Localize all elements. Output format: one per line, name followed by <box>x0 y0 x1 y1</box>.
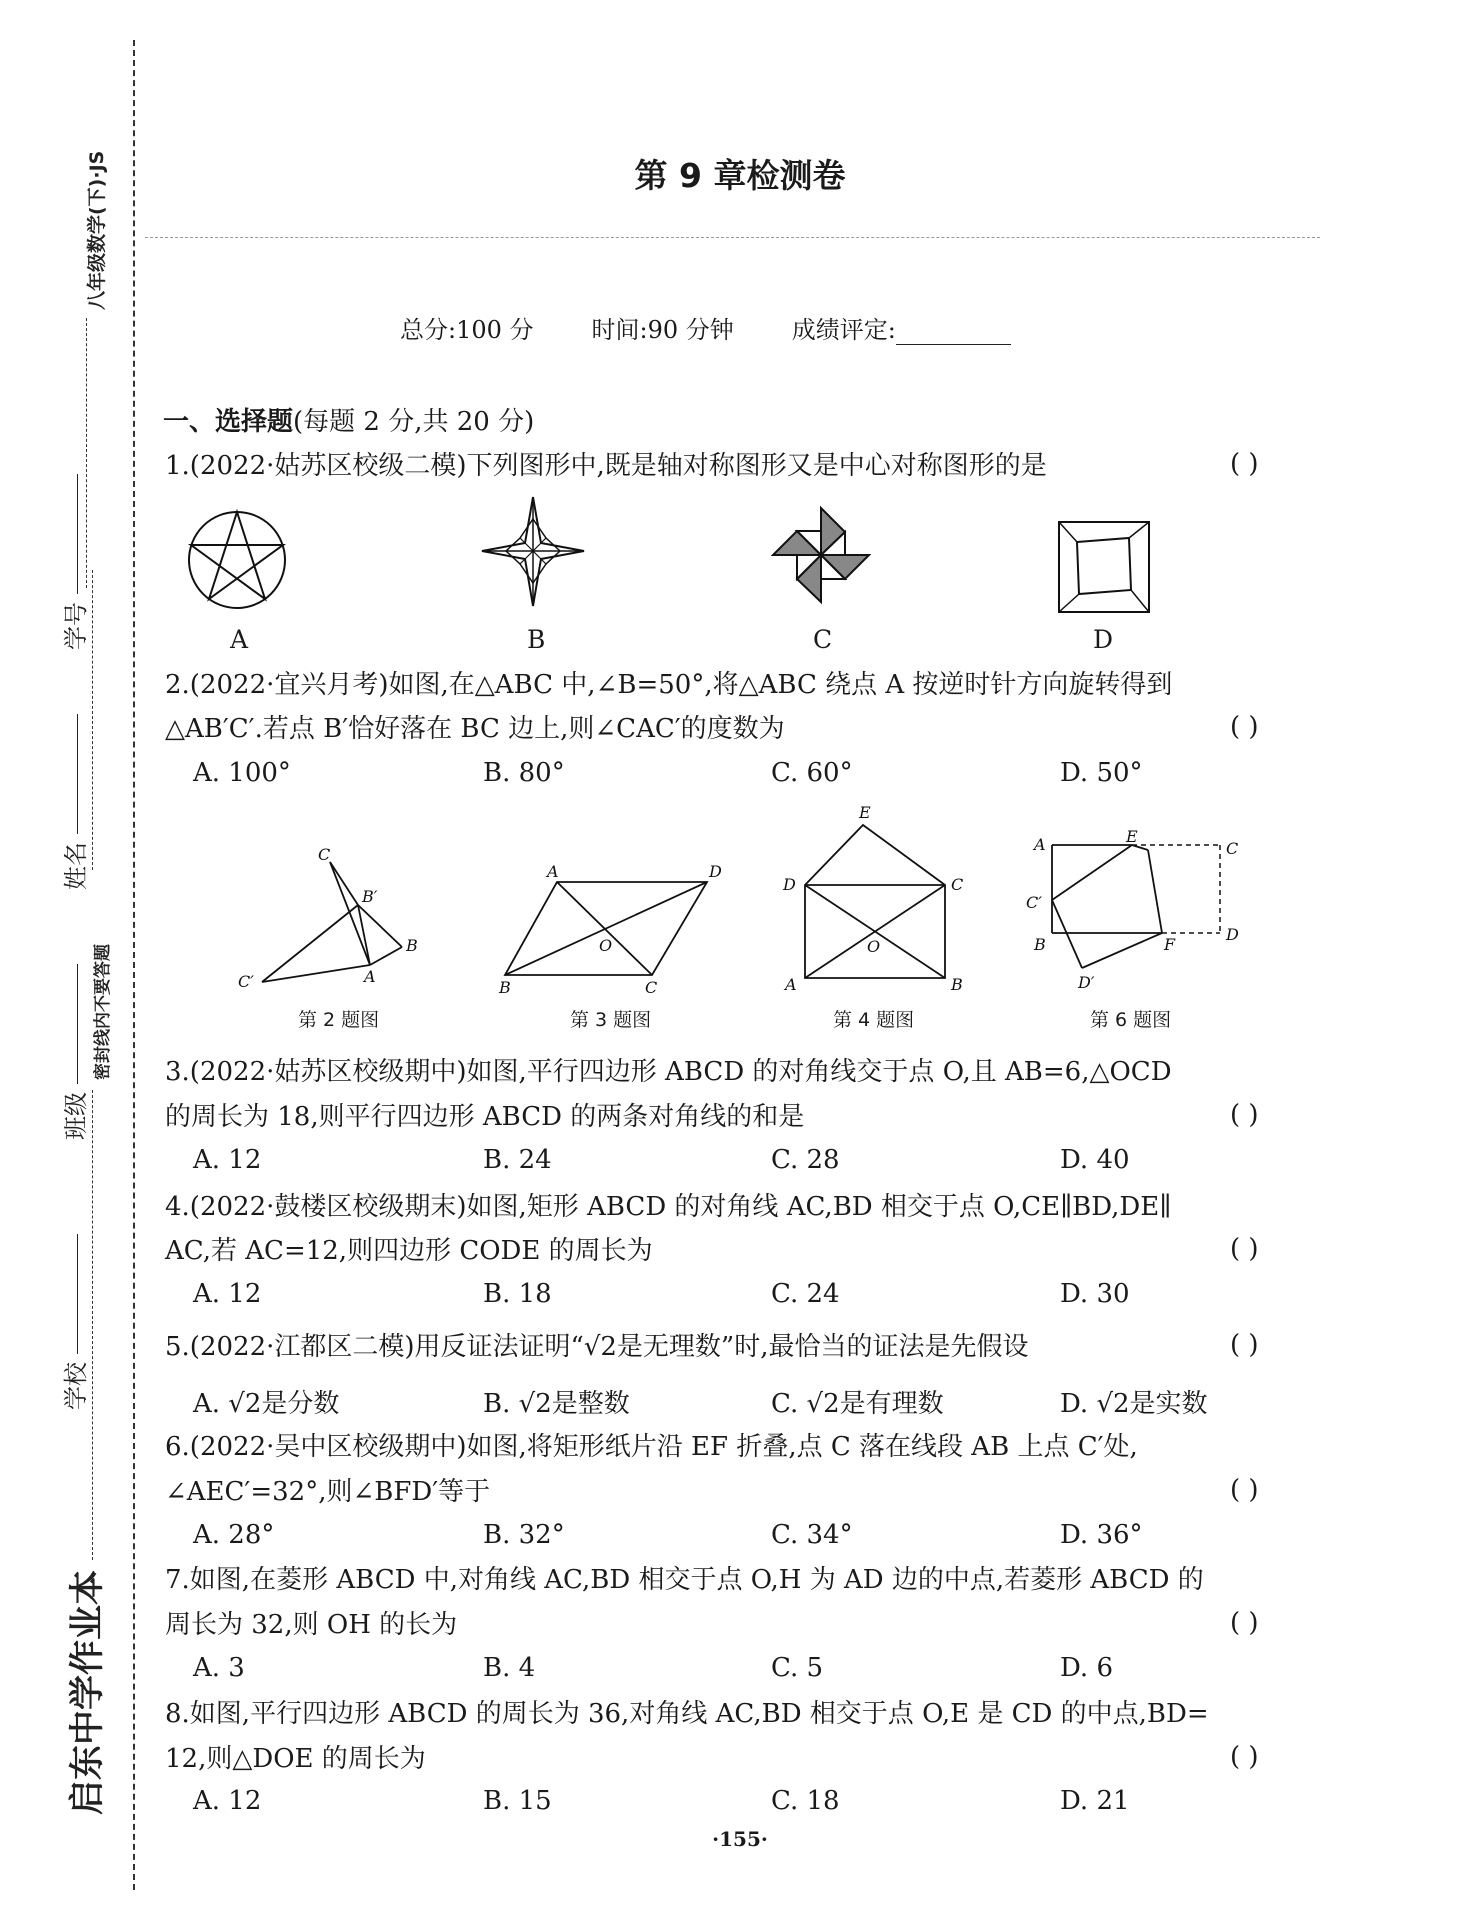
q7-option-a[interactable]: A. 3 <box>193 1653 245 1683</box>
q2-option-c[interactable]: C. 60° <box>771 758 853 788</box>
svg-text:A: A <box>1034 835 1046 854</box>
binding-dashed-line <box>133 40 135 1890</box>
svg-text:B: B <box>406 936 418 955</box>
q7-option-c[interactable]: C. 5 <box>771 1653 824 1683</box>
figure-star-in-circle <box>185 508 290 613</box>
q2-option-a[interactable]: A. 100° <box>193 758 291 788</box>
question-8-line-2: 12,则△DOE 的周长为 <box>165 1744 426 1774</box>
name-input-line[interactable] <box>76 714 78 834</box>
q6-option-d[interactable]: D. 36° <box>1060 1520 1143 1550</box>
q6-option-a[interactable]: A. 28° <box>193 1520 275 1550</box>
figure-caption-q3: 第 3 题图 <box>570 1009 652 1031</box>
svg-text:D′: D′ <box>1078 973 1095 992</box>
id-field <box>56 474 91 650</box>
name-label: 姓名 <box>62 842 90 890</box>
question-4-line-2: AC,若 AC=12,则四边形 CODE 的周长为 <box>165 1236 653 1266</box>
figure-compass-star <box>478 494 588 609</box>
question-3-line-1: 3.(2022·姑苏区校级期中)如图,平行四边形 ABCD 的对角线交于点 O,且 AB=6,△OCD <box>165 1057 1172 1087</box>
id-label: 学号 <box>62 602 90 650</box>
q3-option-c[interactable]: C. 28 <box>771 1145 840 1175</box>
q8-option-c[interactable]: C. 18 <box>771 1786 840 1816</box>
svg-text:D: D <box>1226 925 1239 944</box>
book-label: 八年级数学(下)·JS <box>86 150 108 310</box>
figure-square-pythagoras <box>1057 520 1152 615</box>
q1-option-c-label: C <box>813 625 833 654</box>
svg-text:E: E <box>1126 827 1138 846</box>
answer-paren-q2[interactable]: ( ) <box>1230 712 1259 742</box>
answer-paren-q8[interactable]: ( ) <box>1230 1742 1259 1772</box>
svg-text:B: B <box>951 975 963 994</box>
seal-dashes-top <box>92 570 93 870</box>
q2-option-b[interactable]: B. 80° <box>483 758 565 788</box>
figure-q6-folded-rectangle <box>1020 827 1250 995</box>
svg-text:A: A <box>785 975 797 994</box>
class-label: 班级 <box>62 1092 90 1140</box>
seal-note: 密封线内不要答题 <box>93 944 113 1080</box>
svg-text:C′: C′ <box>1026 893 1042 912</box>
school-input-line[interactable] <box>76 1234 78 1354</box>
figure-caption-q4: 第 4 题图 <box>833 1009 915 1031</box>
answer-paren-q1[interactable]: ( ) <box>1230 449 1259 479</box>
question-8-line-1: 8.如图,平行四边形 ABCD 的周长为 36,对角线 AC,BD 相交于点 O,E 是 CD 的中点,BD= <box>165 1699 1209 1729</box>
question-7-line-1: 7.如图,在菱形 ABCD 中,对角线 AC,BD 相交于点 O,H 为 AD 边的中点,若菱形 ABCD 的 <box>165 1565 1204 1595</box>
q5-option-c[interactable]: C. √2是有理数 <box>771 1389 944 1419</box>
svg-text:A: A <box>547 862 559 881</box>
figure-caption-q2: 第 2 题图 <box>298 1009 380 1031</box>
svg-text:C: C <box>1226 839 1239 858</box>
q7-option-b[interactable]: B. 4 <box>483 1653 536 1683</box>
page-number: ·155· <box>712 1827 768 1851</box>
q1-option-a-label: A <box>230 625 249 654</box>
answer-paren-q3[interactable]: ( ) <box>1230 1100 1259 1130</box>
svg-text:C: C <box>951 875 964 894</box>
id-input-line[interactable] <box>76 474 78 594</box>
section-heading: 一、选择题(每题 2 分,共 20 分) <box>163 407 535 437</box>
svg-text:A: A <box>364 967 376 986</box>
page-title: 第 9 章检测卷 <box>634 156 846 195</box>
q2-option-d[interactable]: D. 50° <box>1060 758 1143 788</box>
school-label: 学校 <box>62 1362 90 1410</box>
q6-option-b[interactable]: B. 32° <box>483 1520 565 1550</box>
svg-text:B: B <box>1034 935 1046 954</box>
q4-option-c[interactable]: C. 24 <box>771 1279 840 1309</box>
question-5-line-1: 5.(2022·江都区二模)用反证法证明“√2是无理数”时,最恰当的证法是先假设 <box>165 1332 1029 1362</box>
svg-text:O: O <box>599 936 613 955</box>
class-input-line[interactable] <box>76 964 78 1084</box>
publisher-label: 启东中学作业本 <box>68 1569 108 1815</box>
svg-text:B′: B′ <box>362 887 378 906</box>
svg-text:E: E <box>859 803 871 822</box>
question-1-line-1: 1.(2022·姑苏区校级二模)下列图形中,既是轴对称图形又是中心对称图形的是 <box>165 451 1047 481</box>
title-divider <box>145 237 1320 238</box>
q3-option-b[interactable]: B. 24 <box>483 1145 552 1175</box>
total-score: 总分:100 分 <box>400 316 534 344</box>
q8-option-b[interactable]: B. 15 <box>483 1786 552 1816</box>
figure-q3-parallelogram <box>495 855 735 997</box>
question-6-line-2: ∠AEC′=32°,则∠BFD′等于 <box>165 1477 491 1507</box>
q4-option-b[interactable]: B. 18 <box>483 1279 552 1309</box>
q5-option-d[interactable]: D. √2是实数 <box>1060 1389 1208 1419</box>
svg-text:D: D <box>783 875 796 894</box>
q3-option-a[interactable]: A. 12 <box>193 1145 262 1175</box>
figure-q2-rotated-triangle <box>230 840 450 990</box>
question-3-line-2: 的周长为 18,则平行四边形 ABCD 的两条对角线的和是 <box>165 1102 805 1132</box>
svg-text:C: C <box>645 978 658 997</box>
figure-q4-rectangle-kite <box>775 800 980 995</box>
q8-option-d[interactable]: D. 21 <box>1060 1786 1130 1816</box>
question-2-line-1: 2.(2022·宜兴月考)如图,在△ABC 中,∠B=50°,将△ABC 绕点 A 按逆时针方向旋转得到 <box>165 670 1173 700</box>
q6-option-c[interactable]: C. 34° <box>771 1520 853 1550</box>
exam-info <box>400 310 1069 345</box>
q8-option-a[interactable]: A. 12 <box>193 1786 262 1816</box>
answer-paren-q4[interactable]: ( ) <box>1230 1234 1259 1264</box>
question-7-line-2: 周长为 32,则 OH 的长为 <box>165 1610 458 1640</box>
q1-option-d-label: D <box>1093 625 1114 654</box>
q5-option-b[interactable]: B. √2是整数 <box>483 1389 630 1419</box>
svg-text:F: F <box>1164 935 1176 954</box>
answer-paren-q6[interactable]: ( ) <box>1230 1475 1259 1505</box>
question-4-line-1: 4.(2022·鼓楼区校级期末)如图,矩形 ABCD 的对角线 AC,BD 相交于点 O,CE∥BD,DE∥ <box>165 1192 1172 1222</box>
figure-pinwheel <box>765 500 877 610</box>
svg-text:C: C <box>318 845 331 864</box>
school-field <box>56 1234 91 1410</box>
answer-paren-q5[interactable]: ( ) <box>1230 1330 1259 1360</box>
svg-text:C′: C′ <box>238 972 254 991</box>
q3-option-d[interactable]: D. 40 <box>1060 1145 1130 1175</box>
svg-text:B: B <box>499 978 511 997</box>
question-6-line-1: 6.(2022·吴中区校级期中)如图,将矩形纸片沿 EF 折叠,点 C 落在线段 AB 上点 C′处, <box>165 1432 1138 1462</box>
q1-option-b-label: B <box>527 625 546 654</box>
q7-option-d[interactable]: D. 6 <box>1060 1653 1113 1683</box>
q4-option-a[interactable]: A. 12 <box>193 1279 262 1309</box>
grade-blank[interactable] <box>896 326 1011 345</box>
svg-text:O: O <box>867 937 881 956</box>
q4-option-d[interactable]: D. 30 <box>1060 1279 1130 1309</box>
question-2-line-2: △AB′C′.若点 B′恰好落在 BC 边上,则∠CAC′的度数为 <box>165 714 785 744</box>
svg-text:D: D <box>709 862 722 881</box>
name-field <box>56 714 91 890</box>
answer-paren-q7[interactable]: ( ) <box>1230 1608 1259 1638</box>
seal-dashes-bottom <box>92 1090 93 1560</box>
q5-option-a[interactable]: A. √2是分数 <box>193 1389 340 1419</box>
time-limit: 时间:90 分钟 <box>591 316 734 344</box>
class-field <box>56 964 91 1140</box>
grade-label: 成绩评定: <box>791 316 896 344</box>
figure-caption-q6: 第 6 题图 <box>1090 1009 1172 1031</box>
